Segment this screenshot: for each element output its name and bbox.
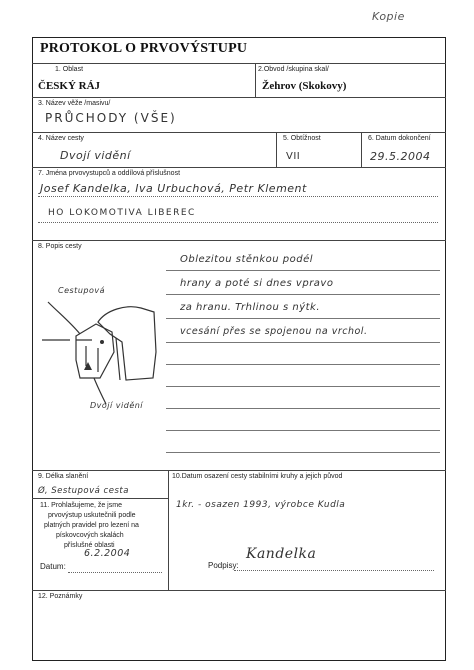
podpisy-value: Kandelka: [246, 546, 317, 562]
prohlaseni-line-5: příslušné oblasti: [64, 542, 115, 549]
obtiznost-label: 5. Obtížnost: [283, 135, 321, 142]
datum-value: 6.2.2004: [84, 548, 131, 559]
osazeni-label: 10.Datum osazení cesty stabilními kruhy a jejich původ: [172, 473, 343, 480]
oblast-label: 1. Oblast: [55, 66, 84, 73]
popis-label: 8. Popis cesty: [38, 243, 82, 250]
prvovystupci-label: 7. Jména prvovystupců a oddílová příslušnost: [38, 170, 181, 177]
oblast-value: ČESKÝ RÁJ: [38, 80, 101, 92]
popis-line-1: Oblezitou stěnkou podél: [180, 254, 314, 265]
delka-label: 9. Délka slanění: [38, 473, 89, 480]
cesta-label: 4. Název cesty: [38, 135, 84, 142]
prohlaseni-line-4: pískovcových skalách: [56, 532, 124, 539]
datum-dokonceni-label: 6. Datum dokončení: [368, 135, 431, 142]
prvovystupci-names: Josef Kandelka, Iva Urbuchová, Petr Klement: [40, 182, 307, 195]
datum-dokonceni-value: 29.5.2004: [370, 150, 431, 163]
sketch-label-cestupova: Cestupová: [58, 286, 105, 295]
osazeni-value: 1kr. - osazen 1993, výrobce Kudla: [176, 500, 346, 510]
poznamky-label: 12. Poznámky: [38, 593, 83, 600]
popis-line-3: za hranu. Trhlinou s nýtk.: [180, 302, 321, 313]
vez-label: 3. Název věže /masivu/: [38, 100, 111, 107]
delka-value: Ø, Sestupová cesta: [38, 486, 129, 496]
kopie-stamp: Kopie: [372, 10, 405, 23]
cesta-value: Dvojí vidění: [60, 149, 131, 162]
obtiznost-value: VII: [286, 151, 301, 162]
datum-label: Datum:: [40, 562, 66, 571]
prohlaseni-line-3: platných pravidel pro lezení na: [44, 522, 139, 529]
popis-line-4: vcesání přes se spojenou na vrchol.: [180, 326, 368, 337]
prohlaseni-line-1: 11. Prohlašujeme, že jsme: [40, 502, 122, 509]
obvod-value: Žehrov (Skokovy): [262, 80, 347, 92]
podpisy-label: Podpisy:: [208, 561, 239, 570]
popis-line-2: hrany a poté si dnes vpravo: [180, 278, 334, 289]
prvovystupci-oddil: HO LOKOMOTIVA LIBEREC: [48, 208, 196, 218]
form-title: PROTOKOL O PRVOVÝSTUPU: [40, 41, 248, 56]
vez-value: PRŮCHODY (VŠE): [45, 111, 177, 125]
prohlaseni-line-2: prvovýstup uskutečnili podle: [48, 512, 136, 519]
sketch-label-dvoji-videni: Dvojí vidění: [90, 401, 144, 410]
obvod-label: 2.Obvod /skupina skal/: [258, 66, 329, 73]
